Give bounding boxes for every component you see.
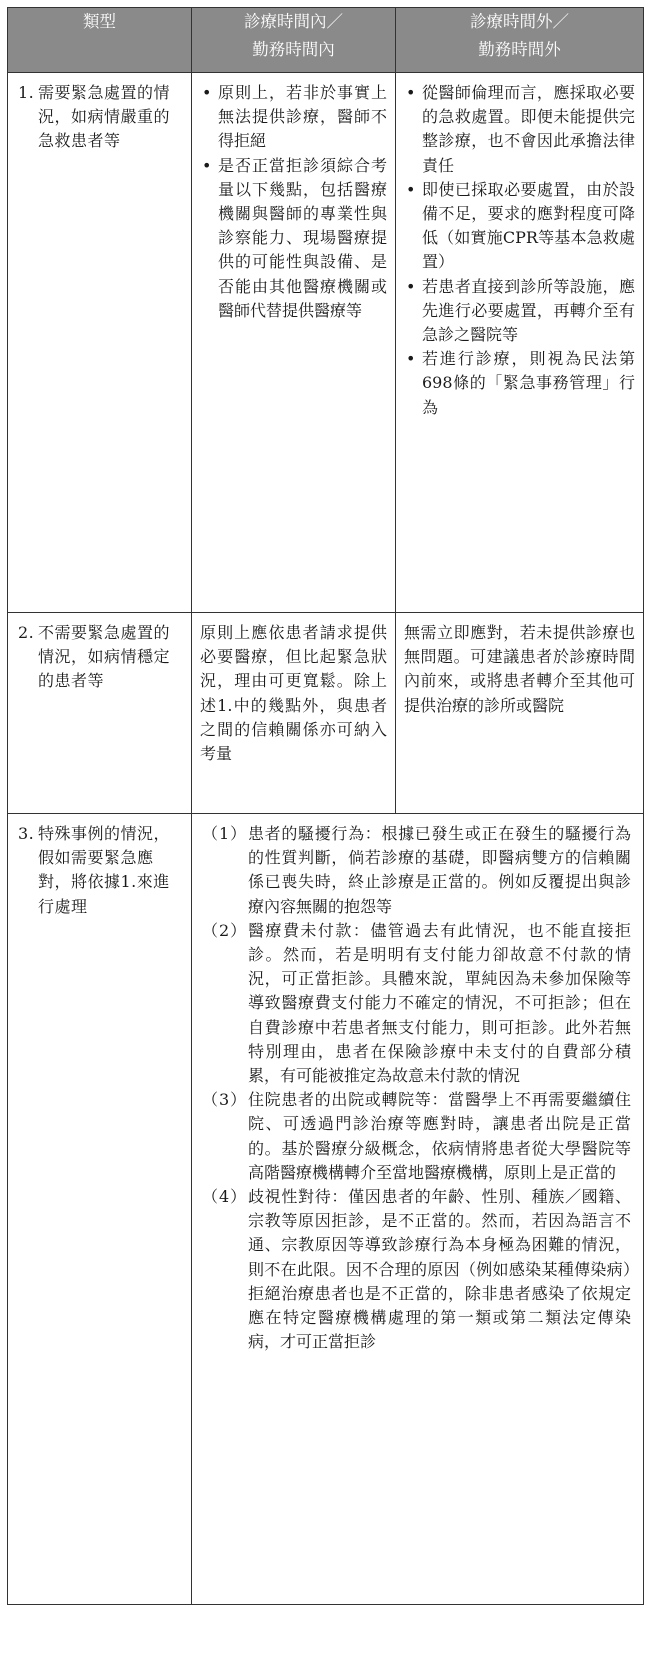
row2-during-hours-cell bbox=[192, 613, 396, 814]
row3-special-cases-list bbox=[200, 822, 635, 1354]
row1-out-bullet-3: 若患者直接到診所等設施，應先進行必要處置，再轉介至有急診之醫院等 bbox=[422, 276, 635, 345]
row1-number: 1. bbox=[18, 83, 35, 102]
list-item bbox=[202, 822, 631, 919]
refusal-of-care-table bbox=[7, 7, 644, 1605]
header-type-label: 類型 bbox=[83, 12, 116, 31]
row3-item-3-text: 住院患者的出院或轉院等：當醫學上不再需要繼續住院、可透過門診治療等應對時，讓患者出院是正當的。基於醫療分級概念，依病情將患者從大學醫院等高階醫療機構轉介至當地醫療機構，原則上是正當的 bbox=[248, 1090, 631, 1182]
header-during-hours bbox=[192, 8, 396, 73]
bullet-icon: • bbox=[406, 83, 416, 102]
row3-item-1-text: 患者的騷擾行為：根據已發生或正在發生的騷擾行為的性質判斷，倘若診療的基礎，即醫病雙方的信賴關係已喪失時，終止診療是正當的。例如反覆提出與診療內容無關的抱怨等 bbox=[248, 824, 631, 916]
row3-item-1-number: （1） bbox=[202, 824, 248, 843]
list-item bbox=[202, 1088, 631, 1185]
list-item bbox=[404, 81, 635, 178]
header-during-hours-line1: 診療時間內／ bbox=[244, 12, 343, 31]
row1-out-bullet-2: 即使已採取必要處置，由於設備不足，要求的應對程度可降低（如實施CPR等基本急救處置） bbox=[422, 179, 635, 272]
row1-out-bullet-1: 從醫師倫理而言，應採取必要的急救處置。即便未能提供完整診療，也不會因此承擔法律責任 bbox=[422, 83, 635, 175]
list-item bbox=[202, 1185, 631, 1354]
row1-outside-hours-list bbox=[404, 81, 635, 420]
row3-item-3-number: （3） bbox=[202, 1090, 248, 1110]
header-outside-hours bbox=[396, 8, 644, 73]
row1-type-cell bbox=[8, 73, 192, 613]
row2-outside-hours-text: 無需立即應對，若未提供診療也無問題。可建議患者於診療時間內前來，或將患者轉介至其他可提供治療的診所或醫院 bbox=[404, 623, 635, 715]
row1-during-hours-list bbox=[200, 81, 387, 323]
list-item bbox=[200, 81, 387, 154]
row3-item-2-number: （2） bbox=[202, 920, 248, 940]
list-item bbox=[202, 919, 631, 1088]
list-item bbox=[404, 347, 635, 420]
row2-number: 2. bbox=[18, 623, 35, 642]
row3-item-4-number: （4） bbox=[202, 1187, 248, 1207]
table-row bbox=[8, 73, 644, 613]
list-item bbox=[404, 275, 635, 348]
table-header-row bbox=[8, 8, 644, 73]
list-item bbox=[200, 154, 387, 323]
bullet-icon: • bbox=[406, 349, 416, 369]
bullet-icon: • bbox=[406, 179, 416, 199]
row3-type-text: 特殊事例的情況，假如需要緊急應對，將依據1.來進行處理 bbox=[38, 824, 171, 916]
table-row bbox=[8, 613, 644, 814]
row2-type-text: 不需要緊急處置的情況，如病情穩定的患者等 bbox=[38, 623, 171, 691]
row1-outside-hours-cell bbox=[396, 73, 644, 613]
bullet-icon: • bbox=[406, 276, 416, 296]
row3-number: 3. bbox=[18, 824, 35, 843]
row3-type-cell bbox=[8, 814, 192, 1605]
row3-item-4-text: 歧視性對待：僅因患者的年齡、性別、種族／國籍、宗教等原因拒診，是不正當的。然而，若因為語言不通、宗教原因等導致診療行為本身極為困難的情況，則不在此限。因不合理的原因（例如感染某種傳染病）拒絕治療患者也是不正當的，除非患者感染了依規定應在特定醫療機構處理的第一類或第二類法定傳染病，才可正當拒診 bbox=[248, 1187, 631, 1352]
header-type bbox=[8, 8, 192, 73]
bullet-icon: • bbox=[202, 83, 212, 102]
row2-outside-hours-cell bbox=[396, 613, 644, 814]
table-row bbox=[8, 814, 644, 1605]
row3-special-cases-cell bbox=[192, 814, 644, 1605]
row1-in-bullet-2: 是否正當拒診須綜合考量以下幾點，包括醫療機關與醫師的專業性與診察能力、現場醫療提供的可能性與設備、是否能由其他醫療機關或醫師代替提供醫療等 bbox=[218, 155, 387, 320]
list-item bbox=[404, 178, 635, 275]
row3-item-2-text: 醫療費未付款：儘管過去有此情況，也不能直接拒診。然而，若是明明有支付能力卻故意不付款的情況，可正當拒診。具體來說，單純因為未參加保險等導致醫療費支付能力不確定的情況，不可拒診；但在自費診療中若患者無支付能力，則可拒診。此外若無特別理由，患者在保險診療中未支付的自費部分積累，有可能被推定為故意未付款的情況 bbox=[248, 920, 631, 1086]
bullet-icon: • bbox=[202, 155, 212, 175]
row1-out-bullet-4: 若進行診療，則視為民法第698條的「緊急事務管理」行為 bbox=[422, 349, 635, 417]
row2-during-hours-text: 原則上應依患者請求提供必要醫療，但比起緊急狀況，理由可更寬鬆。除上述1.中的幾點外，與患者之間的信賴關係亦可納入考量 bbox=[200, 623, 387, 764]
row1-type-text: 需要緊急處置的情況，如病情嚴重的急救患者等 bbox=[38, 83, 171, 151]
row1-in-bullet-1: 原則上，若非於事實上無法提供診療，醫師不得拒絕 bbox=[218, 83, 387, 151]
row1-during-hours-cell bbox=[192, 73, 396, 613]
header-outside-hours-line1: 診療時間外／ bbox=[470, 12, 569, 31]
header-outside-hours-line2: 勤務時間外 bbox=[478, 40, 561, 59]
row2-type-cell bbox=[8, 613, 192, 814]
header-during-hours-line2: 勤務時間內 bbox=[252, 40, 335, 59]
